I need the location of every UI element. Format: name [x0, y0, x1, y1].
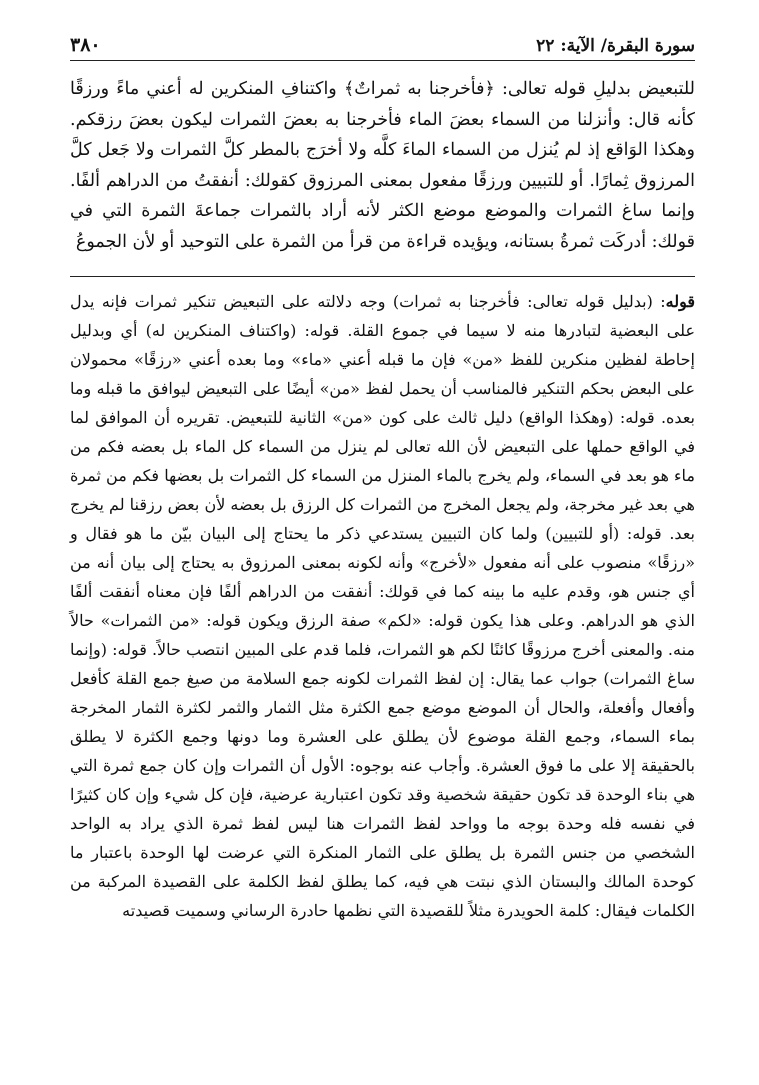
- commentary-paragraph: [70, 287, 695, 925]
- commentary-marker: قوله: [665, 291, 695, 311]
- page-number: ٣٨٠: [70, 34, 101, 56]
- commentary-block: [70, 287, 695, 925]
- page-header: [70, 34, 695, 61]
- book-page: [70, 34, 695, 925]
- surah-title: سورة البقرة/ الآية: ٢٢: [536, 36, 695, 56]
- main-text-paragraph: للتبعيض بدليلِ قوله تعالى: ﴿فأخرجنا به ثمراتٌ﴾ واكتنافِ المنكرين له أعني ماءً ورزقًا كأنه قال: وأنزلنا من السماء بعضَ الماء فأخرجنا به بعضَ الثمرات ليكون بعضَ رزقكم. وهكذا الوَاقع إذ لم يُنزل من السماء الماءَ كلَّه ولا أخرَج بالمطر كلَّ الثمرات ولا جَعل كلَّ المرزوق ثِمارًا. أو للتبيين ورزقًا مفعول بمعنى المرزوق كقولك: أنفقتُ من الدراهم ألفًا. وإنما ساغ الثمرات والموضع موضع الكثر لأنه أراد بالثمرات جماعةَ الثمرة التي في قولك: أدركَت ثمرةُ بستانه، ويؤيده قراءة من قرأ من الثمرة على التوحيد أو لأن الجموعُ: [70, 79, 695, 252]
- main-text-block: [70, 74, 695, 258]
- commentary-text: : (بدليل قوله تعالى: فأخرجنا به ثمرات) وجه دلالته على التبعيض تنكير ثمرات فإنه يدل على البعضية لتبادرها منه لا سيما في جموع القلة. قوله: (واكتناف المنكرين له) أي وبدليل إحاطة لفظين منكرين للفظ «من» فإن ما قبله أعني «ماء» وما بعده أعني «رزقًا» محمولان على البعض بحكم التنكير فالمناسب أن يحمل لفظ «من» أيضًا على التبعيض ليوافق ما قبله وما بعده. قوله: (وهكذا الواقع) دليل ثالث على كون «من» الثانية للتبعيض. تقريره أن الموافق لما في الواقع حملها على التبعيض لأن الله تعالى لم ينزل من السماء كل الماء بل بعضه فكم من ماء هو بعد في السماء، ولم يخرج بالماء المنزل من السماء كل الثمرات بل بعضها فكم من ثمرة هي بعد غير مخرجة، ولم يجعل المخرج من الثمرات كل الرزق بل بعضه لأن بعض رزقنا لم يخرج بعد. قوله: (أو للتبيين) ولما كان التبيين يستدعي ذكر ما يحتاج إلى البيان بيّن ما هو فقال و «رزقًا» منصوب على أنه مفعول «لأخرج» وأنه لكونه بمعنى المرزوق به يحتاج إلى بيان أنه من أي جنس هو، وقدم عليه ما بينه كما في قولك: أنفقت من الدراهم ألفًا فإن معناه أنفقت ألفًا الذي هو الدراهم. وعلى هذا يكون قوله: «لكم» صفة الرزق ويكون قوله: «من الثمرات» حالاً منه. والمعنى أخرج مرزوقًا كائنًا لكم هو الثمرات، فلما قدم على المبين انتصب حالاً. قوله: (وإنما ساغ الثمرات) جواب عما يقال: إن لفظ الثمرات لكونه جمع السلامة من صيغ جمع القلة كأفعل وأفعال وأفعلة، والحال أن الموضع موضع جمع الكثرة مثل الثمار والثمر لكثرة الثمار المخرجة بماء السماء، وجمع القلة موضوع لأن يطلق على العشرة وما دونها وجمع الكثرة لا يطلق بالحقيقة إلا على ما فوق العشرة. وأجاب عنه بوجوه: الأول أن الثمرات وإن كان جمع ثمرة التي هي بناء الوحدة قد تكون حقيقة شخصية وقد تكون اعتبارية عرضية، فإن كل شيء وإن كان كثيرًا في نفسه فله وحدة بوجه ما وواحد لفظ الثمرات هنا ليس لفظ ثمرة الذي يراد به الواحد الشخصي من جنس الثمرة بل يطلق على الثمار المنكرة التي عرضت لها الوحدة باعتبار ما كوحدة المالك والبستان الذي نبتت هي فيه، كما يطلق لفظ الكلمة على القصيدة المركبة من الكلمات فيقال: كلمة الحويدرة مثلاً للقصيدة التي نظمها حادرة الرساني وسميت قصيدته: [70, 291, 696, 920]
- footnote-separator: [70, 276, 695, 277]
